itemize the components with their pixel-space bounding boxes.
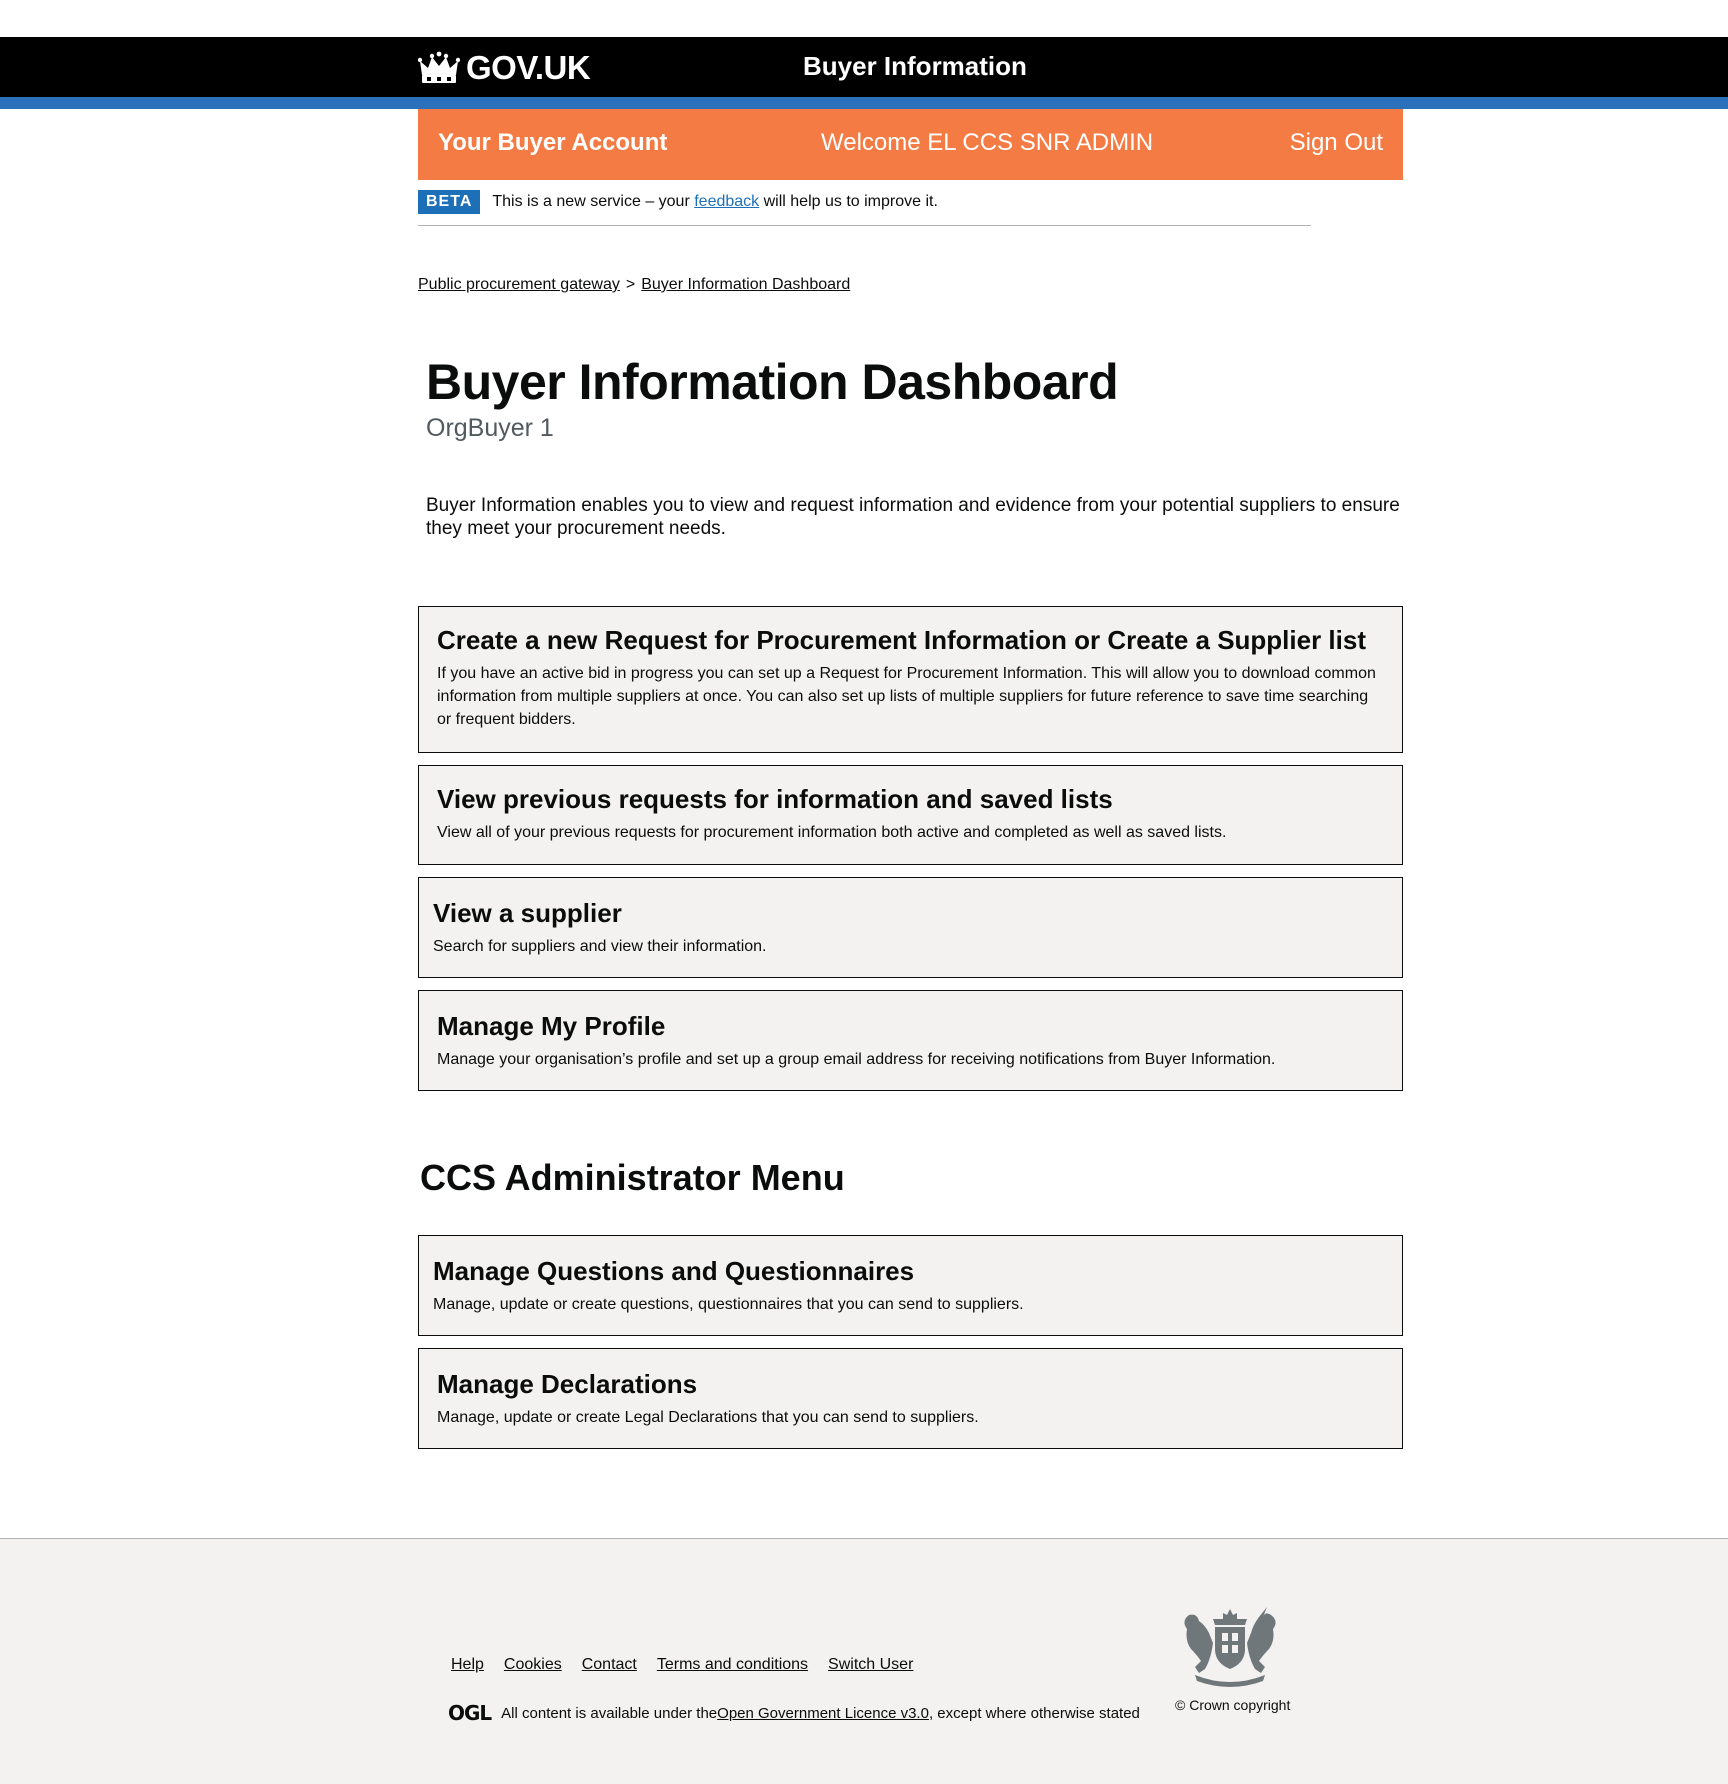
welcome-message: Welcome EL CCS SNR ADMIN: [821, 129, 1154, 156]
licence-text-before: All content is available under the: [501, 1704, 718, 1722]
card-description: Manage, update or create Legal Declarations that you can send to suppliers.: [437, 1409, 979, 1426]
service-name-link[interactable]: Buyer Information: [803, 51, 1027, 81]
card-title[interactable]: Manage My Profile: [437, 1011, 666, 1041]
licence-statement: [448, 1701, 1140, 1725]
govuk-logo-text: GOV.UK: [466, 49, 591, 86]
card-view-previous-requests[interactable]: [418, 765, 1403, 865]
card-description: Search for suppliers and view their information.: [433, 938, 767, 955]
card-description: Manage your organisation’s profile and set up a group email address for receiving notifications from Buyer Information.: [437, 1051, 1276, 1068]
beta-tag: BETA: [418, 190, 480, 214]
intro-text: Buyer Information enables you to view and request information and evidence from your potential suppliers to ensure they meet your procurement needs.: [426, 495, 1400, 539]
card-manage-profile[interactable]: [418, 990, 1403, 1091]
header-blue-stripe: [0, 97, 1728, 109]
beta-banner: [418, 190, 1311, 226]
open-government-licence-link[interactable]: Open Government Licence v3.0: [717, 1704, 929, 1722]
card-title[interactable]: View a supplier: [433, 898, 622, 928]
footer-link-contact[interactable]: Contact: [581, 1656, 637, 1673]
footer: [0, 1538, 1728, 1784]
beta-text-after: will help us to improve it.: [759, 193, 938, 210]
card-view-supplier[interactable]: [418, 877, 1403, 978]
govuk-logo-link[interactable]: [418, 50, 590, 86]
govuk-header: [0, 37, 1728, 97]
breadcrumb: [418, 276, 850, 294]
page-title: Buyer Information Dashboard: [426, 354, 1119, 410]
your-buyer-account-link[interactable]: Your Buyer Account: [438, 129, 668, 156]
breadcrumb-separator: >: [625, 276, 636, 293]
card-description: View all of your previous requests for procurement information both active and completed as well as saved lists.: [437, 824, 1227, 841]
account-bar: [418, 109, 1403, 180]
card-title[interactable]: Create a new Request for Procurement Information or Create a Supplier list: [437, 625, 1366, 655]
footer-link-switch-user[interactable]: Switch User: [828, 1656, 914, 1673]
footer-link-help[interactable]: Help: [451, 1656, 484, 1673]
card-title[interactable]: Manage Declarations: [437, 1369, 698, 1399]
card-description: Manage, update or create questions, questionnaires that you can send to suppliers.: [433, 1296, 1024, 1313]
breadcrumb-buyer-information-dashboard[interactable]: Buyer Information Dashboard: [641, 276, 851, 293]
beta-text: [492, 190, 938, 214]
footer-link-terms[interactable]: Terms and conditions: [656, 1656, 809, 1673]
breadcrumb-public-procurement-gateway[interactable]: Public procurement gateway: [418, 276, 620, 293]
card-manage-questions[interactable]: [418, 1235, 1403, 1336]
crown-icon: [418, 51, 460, 85]
footer-links: [451, 1656, 933, 1674]
royal-coat-of-arms-icon: [1175, 1599, 1285, 1687]
licence-text-after: , except where otherwise stated: [928, 1704, 1140, 1722]
feedback-link[interactable]: feedback: [694, 193, 760, 210]
card-title[interactable]: Manage Questions and Questionnaires: [433, 1256, 915, 1286]
card-description: If you have an active bid in progress you can set up a Request for Procurement Information. This will allow you to download common information from multiple suppliers at once. You can also set up lists of multiple suppliers for future reference to save time searching or frequent bidders.: [437, 665, 1376, 728]
beta-text-before: This is a new service – your: [492, 193, 695, 210]
sign-out-link[interactable]: Sign Out: [1289, 129, 1383, 156]
page-caption: OrgBuyer 1: [426, 414, 554, 442]
admin-menu-heading: CCS Administrator Menu: [420, 1157, 845, 1198]
card-title[interactable]: View previous requests for information and saved lists: [437, 784, 1113, 814]
ogl-icon: OGL: [448, 1701, 492, 1725]
card-manage-declarations[interactable]: [418, 1348, 1403, 1449]
card-create-request[interactable]: [418, 606, 1403, 753]
crown-copyright-link[interactable]: © Crown copyright: [1175, 1697, 1291, 1713]
footer-link-cookies[interactable]: Cookies: [503, 1656, 562, 1673]
